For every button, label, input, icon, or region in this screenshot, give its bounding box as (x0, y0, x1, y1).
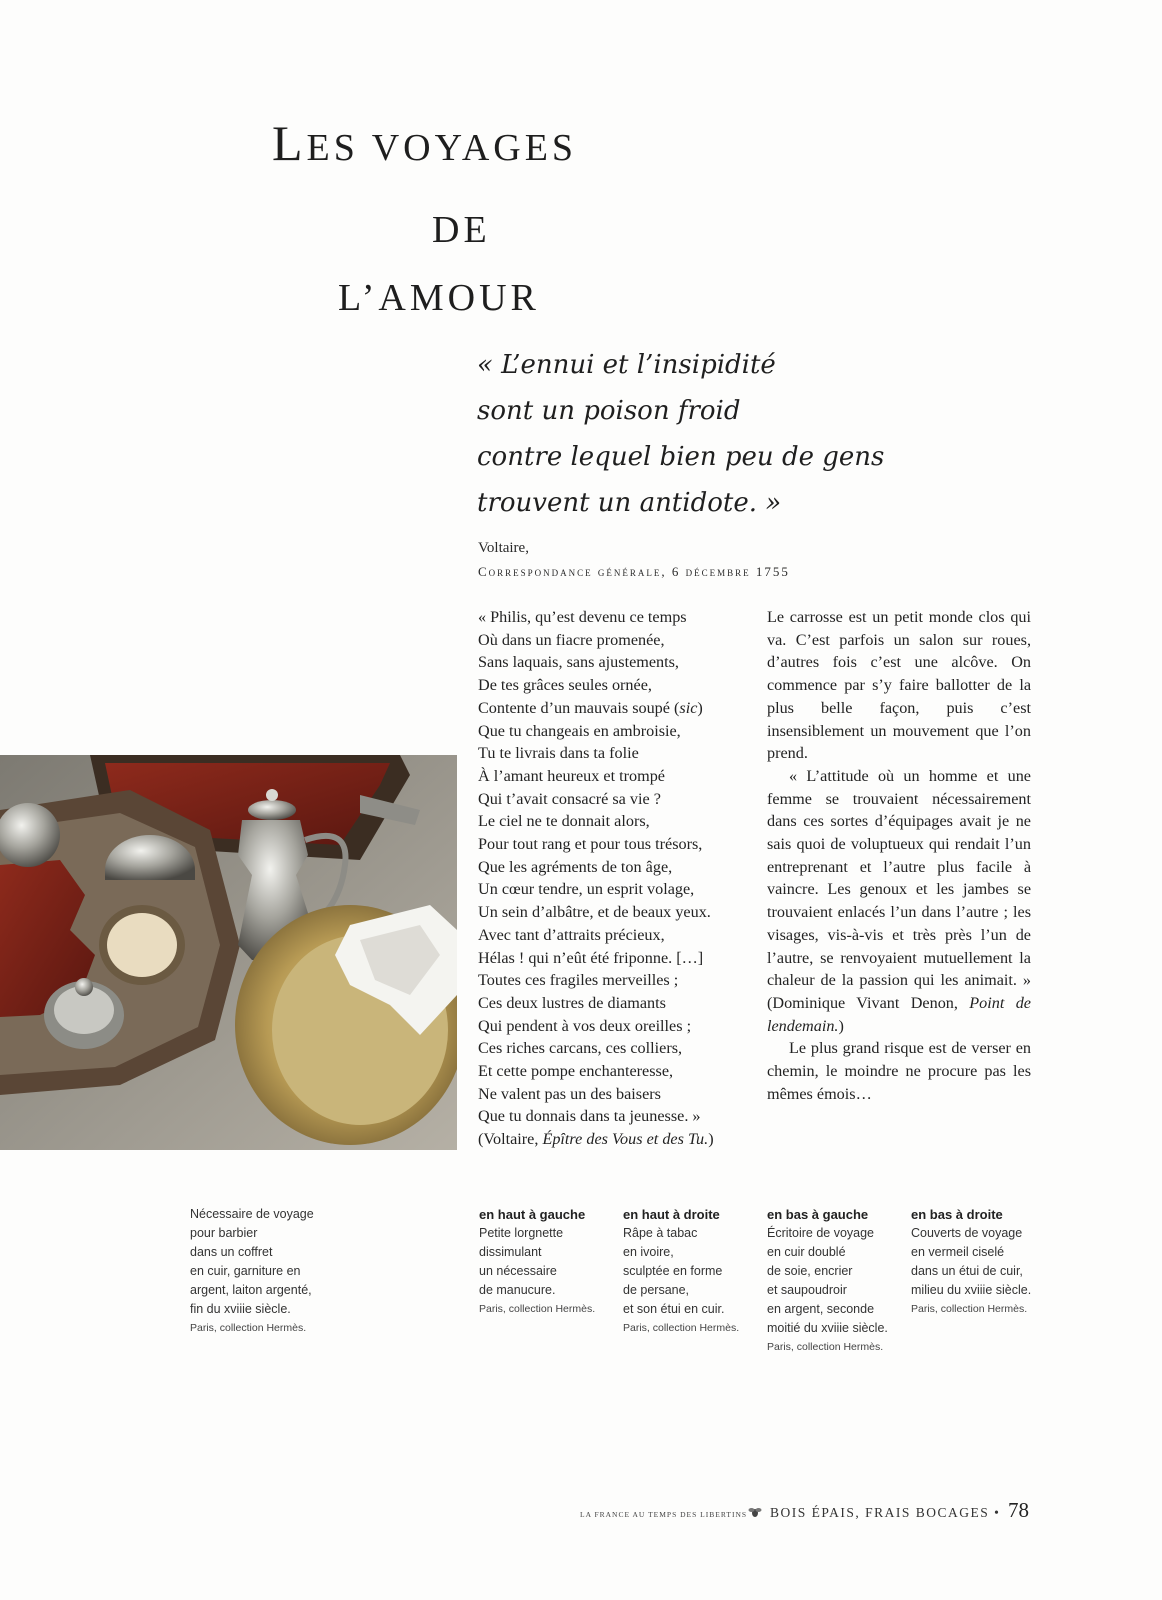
poem-line: Un sein d’albâtre, et de beaux yeux. (478, 903, 711, 922)
caption-bottom-left (767, 1205, 888, 1357)
poem-line: Que tu donnais dans ta jeunesse. » (478, 1107, 701, 1126)
prose-text: « L’attitude où un homme et une femme se trouvaient nécessairement dans ces sortes d’équipages avait je ne sais quoi de voluptueux qui rendait l’un entreprenant et l’autre plus facile à vaincre. Les genoux et les jambes se trouvaient enlacés l’un dans l’autre ; les visages, vis-à-vis et très près l’un de l’autre, se renvoyaient mutuellement la chaleur de la passion qui les animait. » (Dominique Vivant Denon, (767, 766, 1031, 1012)
caption-line: en vermeil ciselé (911, 1245, 1005, 1259)
caption-line: en argent, seconde (767, 1302, 875, 1316)
poem-line (478, 697, 748, 720)
title-word-amour: AMOUR (378, 277, 540, 319)
prose-column (767, 606, 1031, 1105)
poem-sic: sic (679, 698, 698, 717)
poem-line: Sans laquais, sans ajustements, (478, 653, 679, 672)
caption-bottom-right (911, 1205, 1031, 1319)
caption-line: moitié du xviiie siècle. (767, 1321, 888, 1335)
caption-line: dans un coffret (190, 1245, 273, 1259)
poem-credit-text: (Voltaire, (478, 1130, 543, 1149)
caption-credit: Paris, collection Hermès. (911, 1303, 1028, 1315)
caption-main-photo (190, 1205, 314, 1338)
poem-credit-title: Épître des Vous et des Tu. (542, 1130, 709, 1149)
page-title-line-2 (432, 200, 491, 250)
caption-line: pour barbier (190, 1226, 258, 1240)
caption-line: milieu du xviiie siècle. (911, 1283, 1032, 1297)
bee-ornament-icon (748, 1506, 762, 1518)
poem-column (478, 606, 748, 1151)
title-word-de: DE (432, 209, 491, 251)
caption-credit: Paris, collection Hermès. (623, 1322, 740, 1334)
poem-line: Pour tout rang et pour tous trésors, (478, 835, 703, 854)
poem-line: Avec tant d’attraits précieux, (478, 925, 665, 944)
poem-credit (478, 1128, 748, 1151)
poem-line: Un cœur tendre, un esprit volage, (478, 880, 695, 899)
poem-line: « Philis, qu’est devenu ce temps (478, 608, 687, 626)
poem-line: Hélas ! qui n’eût été friponne. […] (478, 948, 704, 967)
poem-line: Qui t’avait consacré sa vie ? (478, 789, 661, 808)
prose-paragraph-2 (767, 765, 1031, 1037)
caption-line: de soie, encrier (767, 1264, 853, 1278)
prose-paragraph-3: Le plus grand risque est de verser en chemin, le moindre ne procure pas les mêmes émois… (767, 1039, 1031, 1103)
poem-line: Ces riches carcans, ces colliers, (478, 1039, 683, 1058)
title-article: L’ (338, 277, 379, 319)
poem-line: Tu te livrais dans ta folie (478, 744, 639, 763)
epigraph-author: Voltaire, (478, 540, 529, 556)
caption-title: en haut à gauche (479, 1207, 586, 1222)
caption-title: en bas à gauche (767, 1207, 869, 1222)
epigraph-line: « L’ennui et l’insipidité (477, 350, 776, 380)
caption-line: Couverts de voyage (911, 1226, 1023, 1240)
poem-line: Que les agréments de ton âge, (478, 857, 673, 876)
epigraph-source: Correspondance générale, 6 décembre 1755 (478, 564, 790, 579)
page-number: 78 (1008, 1498, 1029, 1522)
poem-line-text: Contente d’un mauvais soupé ( (478, 698, 680, 717)
caption-line: et saupoudroir (767, 1283, 847, 1297)
title-initial: L (272, 115, 307, 171)
caption-top-left (479, 1205, 595, 1319)
caption-line: dissimulant (479, 1245, 542, 1259)
caption-title: en bas à droite (911, 1207, 1003, 1222)
poem-line-text: ) (697, 698, 703, 717)
epigraph-quote (477, 342, 937, 526)
caption-line: un nécessaire (479, 1264, 557, 1278)
caption-title: en haut à droite (623, 1207, 720, 1222)
caption-line: et son étui en cuir. (623, 1302, 725, 1316)
prose-book-title: Point de lendemain. (767, 993, 1031, 1035)
caption-line: Écritoire de voyage (767, 1226, 875, 1240)
title-rest: ES VOYAGES (306, 127, 578, 169)
prose-paragraph-1: Le carrosse est un petit monde clos qui va. C’est parfois un salon sur roues, d’autres fois c’est une alcôve. On commence par s’y faire ballotter de la plus belle façon, puis c’est insensiblement un mouvement que l’on prend. (767, 608, 1031, 763)
page-title-line-1 (272, 115, 578, 171)
caption-line: en cuir, garniture en (190, 1264, 301, 1278)
photo-illustration (0, 755, 457, 1150)
epigraph-line: sont un poison froid (477, 396, 741, 426)
poem-line: Toutes ces fragiles merveilles ; (478, 971, 679, 990)
epigraph-line: trouvent un antidote. » (477, 488, 782, 518)
poem-line: Qui pendent à vos deux oreilles ; (478, 1016, 692, 1035)
poem-line: Ces deux lustres de diamants (478, 993, 666, 1012)
photo-barber-travel-kit (0, 755, 457, 1150)
prose-text: ) (838, 1016, 844, 1035)
footer-section-title: BOIS ÉPAIS, FRAIS BOCAGES • (770, 1505, 1001, 1520)
caption-line: sculptée en forme (623, 1264, 723, 1278)
caption-line: de persane, (623, 1283, 690, 1297)
poem-credit-text: ) (708, 1130, 714, 1149)
caption-credit: Paris, collection Hermès. (479, 1303, 596, 1315)
caption-line: Râpe à tabac (623, 1226, 698, 1240)
footer-book-title: LA FRANCE AU TEMPS DES LIBERTINS (580, 1510, 748, 1519)
caption-line: en cuir doublé (767, 1245, 846, 1259)
caption-line: dans un étui de cuir, (911, 1264, 1023, 1278)
epigraph-line: contre lequel bien peu de gens (477, 442, 885, 472)
poem-line: Et cette pompe enchanteresse, (478, 1062, 674, 1081)
poem-line: Le ciel ne te donnait alors, (478, 812, 650, 831)
poem-line: De tes grâces seules ornée, (478, 676, 652, 695)
caption-line: Nécessaire de voyage (190, 1207, 314, 1221)
caption-line: argent, laiton argenté, (190, 1283, 312, 1297)
caption-line: en ivoire, (623, 1245, 674, 1259)
caption-line: fin du xviiie siècle. (190, 1302, 291, 1316)
poem-line: Où dans un fiacre promenée, (478, 630, 665, 649)
poem-line: À l’amant heureux et trompé (478, 766, 665, 785)
poem-line: Que tu changeais en ambroisie, (478, 721, 681, 740)
poem-line: Ne valent pas un des baisers (478, 1084, 661, 1103)
caption-line: Petite lorgnette (479, 1226, 564, 1240)
caption-line: de manucure. (479, 1283, 556, 1297)
caption-credit: Paris, collection Hermès. (767, 1341, 884, 1353)
caption-top-right (623, 1205, 739, 1338)
caption-credit: Paris, collection Hermès. (190, 1322, 307, 1334)
page-title-line-3 (338, 268, 540, 318)
